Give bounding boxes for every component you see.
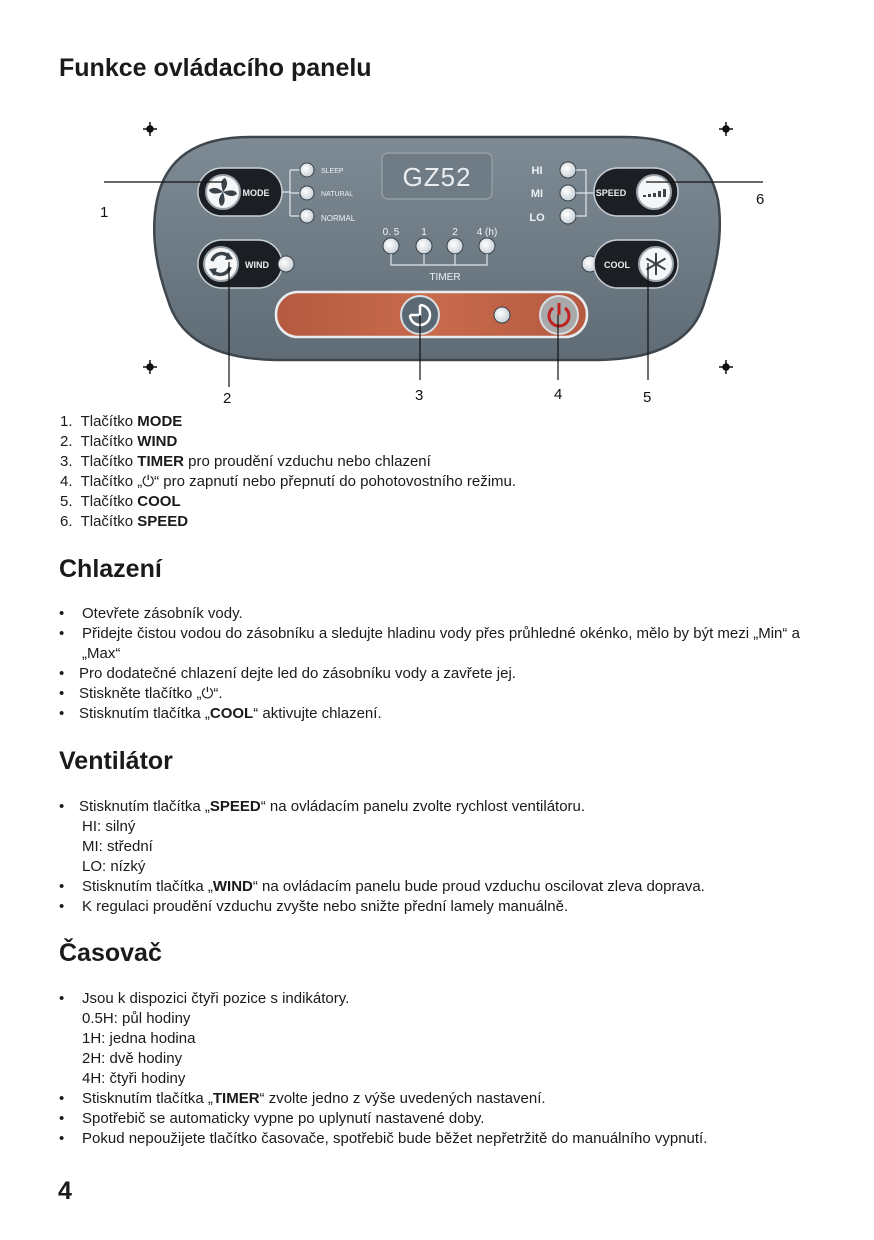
callout-3: 3 — [415, 387, 424, 404]
svg-text:WIND: WIND — [245, 260, 269, 270]
svg-text:MODE: MODE — [242, 188, 270, 198]
heading-fan: Ventilátor — [59, 747, 173, 775]
svg-text:LO: LO — [529, 212, 545, 224]
callout-1: 1 — [100, 204, 109, 221]
callout-2: 2 — [223, 390, 232, 407]
svg-text:HI: HI — [531, 165, 543, 177]
list-item: HI: silný — [82, 818, 136, 835]
list-item: • Stisknutím tlačítka „TIMER“ zvolte jedno z výše uvedených nastavení. — [59, 1089, 707, 1109]
list-item: • Přidejte čistou vodou do zásobníku a sledujte hladinu vody přes průhledné okénko, mělo by být mezi „Min“ a „Max“ — [59, 624, 822, 664]
led-natural — [300, 186, 314, 200]
list-item: 6. Tlačítko SPEED — [60, 513, 189, 530]
led-sleep — [300, 163, 314, 177]
svg-text:NORMAL: NORMAL — [321, 214, 356, 223]
list-item: MI: střední — [82, 838, 153, 855]
svg-text:TIMER: TIMER — [429, 272, 461, 283]
led-timer-05 — [383, 238, 399, 254]
list-item: • Otevřete zásobník vody. — [59, 604, 822, 624]
callout-5: 5 — [643, 389, 652, 406]
list-item: • Pro dodatečné chlazení dejte led do zásobníku vody a zavřete jej. — [59, 664, 822, 684]
led-timer-2 — [447, 238, 463, 254]
heading-cooling: Chlazení — [59, 555, 162, 583]
led-timer-1 — [416, 238, 432, 254]
model-name: GZ52 — [402, 162, 472, 192]
list-item: 2H: dvě hodiny — [82, 1050, 183, 1067]
svg-text:NATURAL: NATURAL — [321, 191, 354, 198]
list-item: LO: nízký — [82, 858, 146, 875]
page-title: Funkce ovládacího panelu — [59, 54, 372, 82]
led-mi — [560, 185, 576, 201]
list-item: • Jsou k dispozici čtyři pozice s indikátory. — [59, 989, 707, 1009]
button-list — [60, 412, 516, 532]
list-item: • Stisknutím tlačítka „SPEED“ na ovládacím panelu zvolte rychlost ventilátoru. — [59, 797, 705, 817]
list-item: • K regulaci proudění vzduchu zvyšte nebo snižte přední lamely manuálně. — [59, 897, 705, 917]
svg-text:4 (h): 4 (h) — [476, 227, 498, 238]
svg-text:2: 2 — [452, 227, 458, 238]
list-item: 3. Tlačítko TIMER pro proudění vzduchu nebo chlazení — [60, 453, 431, 470]
callout-4: 4 — [554, 386, 563, 403]
led-timer-4 — [479, 238, 495, 254]
led-normal — [300, 209, 314, 223]
list-item: 4H: čtyři hodiny — [82, 1070, 186, 1087]
timer-list — [59, 989, 707, 1149]
cooling-list — [59, 604, 822, 724]
list-item: 1H: jedna hodina — [82, 1030, 196, 1047]
list-item: 4. Tlačítko „⏻“ pro zapnutí nebo přepnutí do pohotovostního režimu. — [60, 473, 517, 490]
page-number: 4 — [58, 1177, 72, 1205]
callout-6: 6 — [756, 191, 765, 208]
led-strip — [494, 307, 510, 323]
list-item: 1. Tlačítko MODE — [60, 413, 183, 430]
list-item: 2. Tlačítko WIND — [60, 433, 178, 450]
list-item: • Stisknutím tlačítka „WIND“ na ovládacím panelu bude proud vzduchu oscilovat zleva doprava. — [59, 877, 705, 897]
svg-text:MI: MI — [530, 188, 544, 200]
list-item: • Spotřebič se automaticky vypne po uplynutí nastavené doby. — [59, 1109, 707, 1129]
list-item: • Pokud nepoužijete tlačítko časovače, spotřebič bude běžet nepřetržitě do manuálního vypnutí. — [59, 1129, 707, 1149]
fan-list — [59, 797, 705, 917]
list-item: 0.5H: půl hodiny — [82, 1010, 191, 1027]
control-panel-illustration — [0, 110, 874, 410]
led-lo — [560, 208, 576, 224]
led-hi — [560, 162, 576, 178]
list-item: • Stisknutím tlačítka „COOL“ aktivujte chlazení. — [59, 704, 822, 724]
led-wind — [278, 256, 294, 272]
heading-timer: Časovač — [59, 939, 162, 967]
svg-text:SPEED: SPEED — [595, 188, 627, 198]
svg-text:SLEEP: SLEEP — [321, 168, 344, 175]
svg-text:1: 1 — [421, 227, 427, 238]
list-item: 5. Tlačítko COOL — [60, 493, 181, 510]
list-item: • Stiskněte tlačítko „⏻“. — [59, 684, 822, 704]
svg-text:COOL: COOL — [604, 260, 630, 270]
svg-text:0. 5: 0. 5 — [382, 227, 400, 238]
